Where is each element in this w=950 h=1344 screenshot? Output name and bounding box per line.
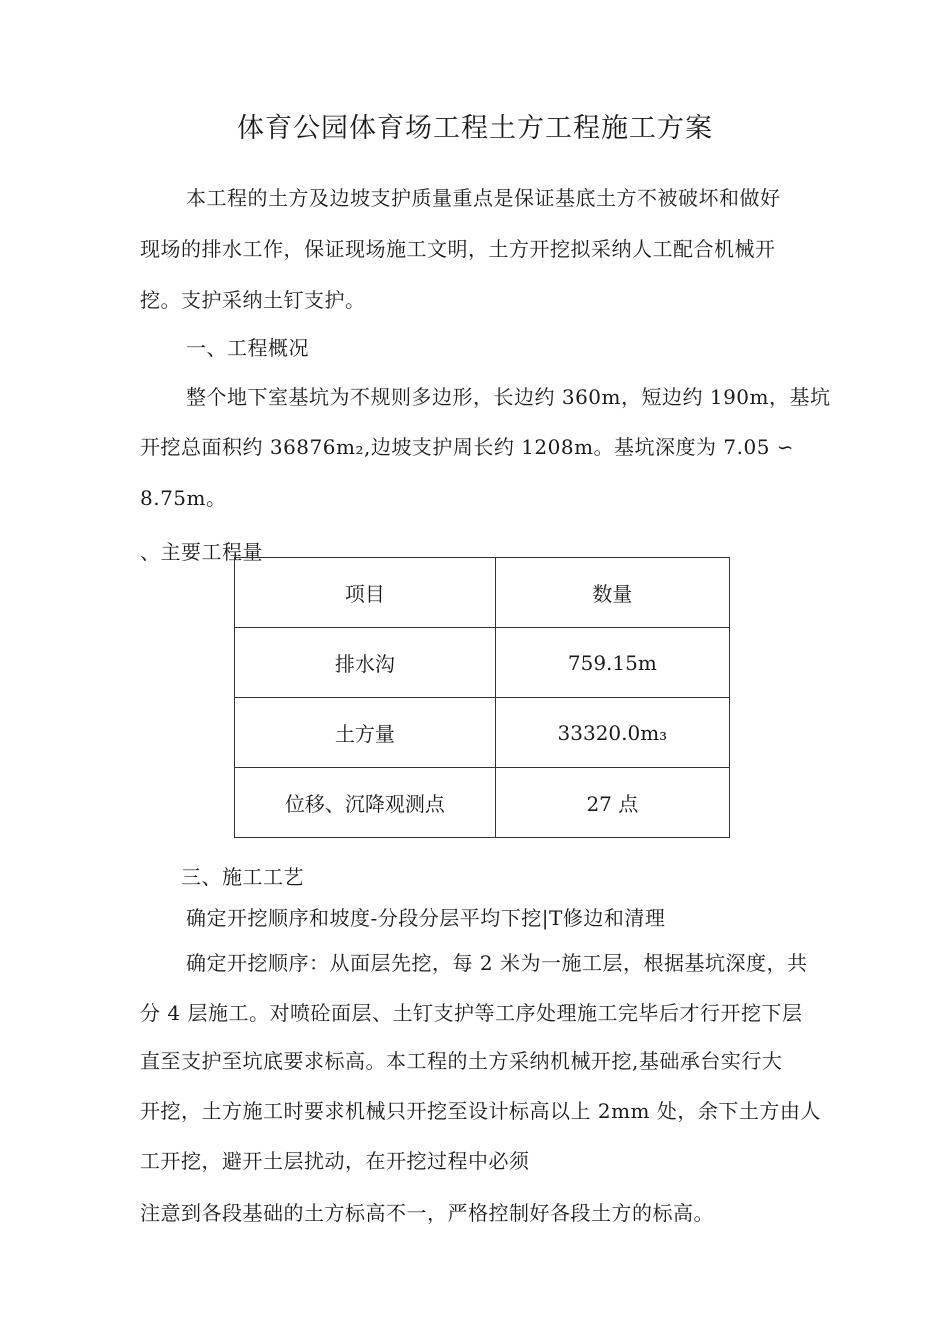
- overview-line-1: 整个地下室基坑为不规则多边形，长边约 360m，短边约 190m，基坑: [186, 385, 831, 409]
- quantities-table: [234, 557, 730, 838]
- intro-line-3: 挖。支护采纳土钉支护。: [140, 288, 366, 312]
- table-header-cell: 项目: [235, 558, 496, 628]
- final-note-line: 注意到各段基础的土方标高不一，严格控制好各段土方的标高。: [140, 1201, 714, 1225]
- section-1-heading: 一、工程概况: [186, 336, 309, 360]
- section-2-heading: 、主要工程量: [140, 540, 263, 564]
- table-cell: 土方量: [235, 698, 496, 768]
- table-row: [235, 698, 730, 768]
- process-line-2: 分 4 层施工。对喷砼面层、土钉支护等工序处理施工完毕后才行开挖下层: [140, 1001, 803, 1025]
- document-title: 体育公园体育场工程土方工程施工方案: [237, 113, 713, 144]
- section-3-heading: 三、施工工艺: [181, 865, 304, 889]
- intro-line-1: 本工程的土方及边坡支护质量重点是保证基底土方不被破坏和做好: [186, 186, 781, 210]
- table-cell: 位移、沉降观测点: [235, 768, 496, 838]
- table-header-cell: 数量: [495, 558, 729, 628]
- process-line-5: 工开挖，避开土层扰动，在开挖过程中必须: [140, 1149, 530, 1173]
- table-cell: 759.15m: [495, 628, 729, 698]
- table-row: [235, 628, 730, 698]
- process-line-4: 开挖，土方施工时要求机械只开挖至设计标高以上 2mm 处，余下土方由人: [140, 1099, 821, 1123]
- intro-line-2: 现场的排水工作，保证现场施工文明，土方开挖拟采纳人工配合机械开: [140, 237, 776, 261]
- table-cell: 33320.0m₃: [495, 698, 729, 768]
- process-line-1: 确定开挖顺序：从面层先挖，每 2 米为一施工层，根据基坑深度，共: [186, 951, 808, 975]
- table-cell: 排水沟: [235, 628, 496, 698]
- process-flow-line: 确定开挖顺序和坡度-分段分层平均下挖|T修边和清理: [186, 906, 666, 930]
- table-header-row: [235, 558, 730, 628]
- table-row: [235, 768, 730, 838]
- overview-line-2: 开挖总面积约 36876m₂,边坡支护周长约 1208m。基坑深度为 7.05 ∽: [140, 435, 795, 459]
- overview-line-3: 8.75m。: [140, 486, 227, 510]
- process-line-3: 直至支护至坑底要求标高。本工程的土方采纳机械开挖,基础承台实行大: [140, 1049, 783, 1073]
- table-cell: 27 点: [495, 768, 729, 838]
